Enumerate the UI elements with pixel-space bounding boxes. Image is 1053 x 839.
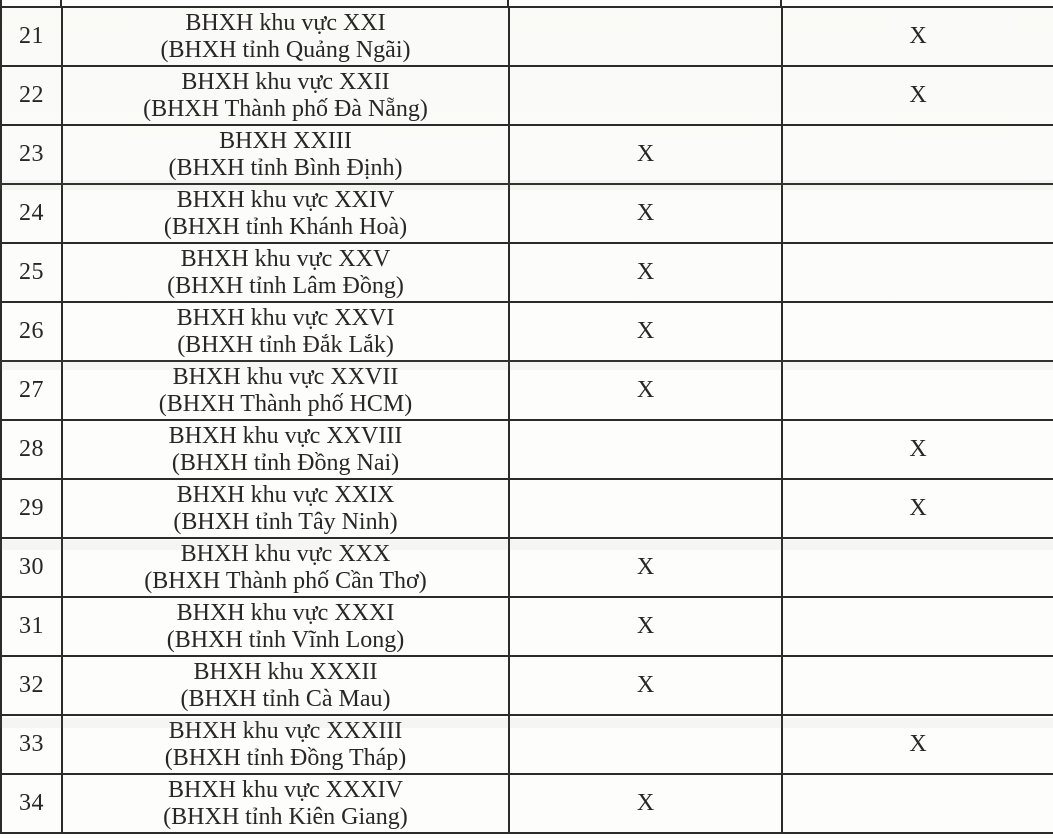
table-row [1, 538, 1053, 597]
bhxh-region-table [0, 6, 1053, 834]
unit-name-line1: BHXH khu vực XXVII [172, 364, 399, 390]
unit-name-cell [62, 125, 509, 184]
table-row [1, 66, 1053, 125]
mark-cell-b: X [782, 479, 1053, 538]
unit-name-line2: (BHXH tỉnh Lâm Đồng) [167, 273, 404, 299]
unit-name-line1: BHXH XXIII [219, 128, 352, 154]
mark-cell-a: X [509, 774, 782, 833]
unit-name-line1: BHXH khu vực XXIV [176, 187, 395, 213]
table-row [1, 125, 1053, 184]
unit-name-cell [62, 597, 509, 656]
table-row [1, 656, 1053, 715]
unit-name-line1: BHXH khu vực XXVI [176, 305, 395, 331]
unit-name-cell [62, 7, 509, 66]
table-row [1, 184, 1053, 243]
mark-cell-a: X [509, 302, 782, 361]
mark-cell-a: X [509, 361, 782, 420]
unit-name-cell [62, 361, 509, 420]
unit-name-line2: (BHXH tỉnh Cà Mau) [180, 686, 391, 712]
mark-cell-a [509, 420, 782, 479]
mark-cell-b: X [782, 66, 1053, 125]
row-number-cell: 27 [1, 361, 62, 420]
unit-name-cell [62, 243, 509, 302]
mark-cell-a [509, 66, 782, 125]
mark-cell-a [509, 479, 782, 538]
table-row [1, 774, 1053, 833]
mark-cell-b [782, 774, 1053, 833]
row-number-cell: 33 [1, 715, 62, 774]
mark-cell-b [782, 243, 1053, 302]
unit-name-line2: (BHXH tỉnh Đồng Tháp) [164, 745, 407, 771]
unit-name-cell [62, 774, 509, 833]
row-number-cell: 29 [1, 479, 62, 538]
mark-cell-a: X [509, 656, 782, 715]
table-row [1, 361, 1053, 420]
unit-name-line2: (BHXH tỉnh Đắk Lắk) [177, 332, 394, 358]
row-number-cell: 30 [1, 538, 62, 597]
row-number-cell: 22 [1, 66, 62, 125]
row-number-cell: 24 [1, 184, 62, 243]
unit-name-cell [62, 479, 509, 538]
row-number-cell: 21 [1, 7, 62, 66]
unit-name-line1: BHXH khu vực XXXIII [168, 718, 403, 744]
row-number-cell: 26 [1, 302, 62, 361]
mark-cell-a: X [509, 125, 782, 184]
row-number-cell: 25 [1, 243, 62, 302]
unit-name-cell [62, 302, 509, 361]
mark-cell-a: X [509, 597, 782, 656]
table-row [1, 7, 1053, 66]
mark-cell-a: X [509, 243, 782, 302]
mark-cell-b [782, 361, 1053, 420]
unit-name-line1: BHXH khu vực XXIX [176, 482, 395, 508]
unit-name-line1: BHXH khu vực XXX [180, 541, 391, 567]
mark-cell-b [782, 184, 1053, 243]
unit-name-line2: (BHXH tỉnh Bình Định) [168, 155, 403, 181]
table-body [1, 7, 1053, 833]
unit-name-line1: BHXH khu vực XXV [180, 246, 391, 272]
unit-name-cell [62, 420, 509, 479]
table-row [1, 715, 1053, 774]
table-row [1, 597, 1053, 656]
mark-cell-b [782, 125, 1053, 184]
unit-name-line2: (BHXH Thành phố Cần Thơ) [144, 568, 427, 594]
mark-cell-b [782, 656, 1053, 715]
unit-name-line1: BHXH khu vực XXI [185, 10, 386, 36]
unit-name-cell [62, 715, 509, 774]
unit-name-line1: BHXH khu vực XXVIII [168, 423, 403, 449]
mark-cell-b: X [782, 715, 1053, 774]
unit-name-line2: (BHXH tỉnh Vĩnh Long) [166, 627, 405, 653]
table-row [1, 479, 1053, 538]
mark-cell-b: X [782, 420, 1053, 479]
unit-name-cell [62, 184, 509, 243]
unit-name-line2: (BHXH Thành phố Đà Nẵng) [143, 96, 428, 122]
row-number-cell: 28 [1, 420, 62, 479]
mark-cell-a: X [509, 538, 782, 597]
unit-name-cell [62, 66, 509, 125]
unit-name-cell [62, 656, 509, 715]
row-number-cell: 32 [1, 656, 62, 715]
mark-cell-a [509, 7, 782, 66]
mark-cell-b [782, 597, 1053, 656]
mark-cell-a: X [509, 184, 782, 243]
unit-name-line1: BHXH khu vực XXXI [176, 600, 395, 626]
mark-cell-b: X [782, 7, 1053, 66]
mark-cell-b [782, 302, 1053, 361]
unit-name-line2: (BHXH tỉnh Đồng Nai) [171, 450, 400, 476]
table-row [1, 420, 1053, 479]
unit-name-line2: (BHXH tỉnh Quảng Ngãi) [160, 37, 411, 63]
unit-name-line2: (BHXH tỉnh Kiên Giang) [163, 804, 408, 830]
unit-name-line1: BHXH khu vực XXII [181, 69, 390, 95]
unit-name-line2: (BHXH Thành phố HCM) [158, 391, 413, 417]
table-row [1, 243, 1053, 302]
unit-name-line1: BHXH khu vực XXXIV [168, 777, 403, 803]
unit-name-cell [62, 538, 509, 597]
row-number-cell: 23 [1, 125, 62, 184]
row-number-cell: 34 [1, 774, 62, 833]
unit-name-line2: (BHXH tỉnh Khánh Hoà) [163, 214, 408, 240]
row-number-cell: 31 [1, 597, 62, 656]
mark-cell-b [782, 538, 1053, 597]
unit-name-line2: (BHXH tỉnh Tây Ninh) [173, 509, 398, 535]
unit-name-line1: BHXH khu XXXII [193, 659, 378, 685]
table-row [1, 302, 1053, 361]
mark-cell-a [509, 715, 782, 774]
